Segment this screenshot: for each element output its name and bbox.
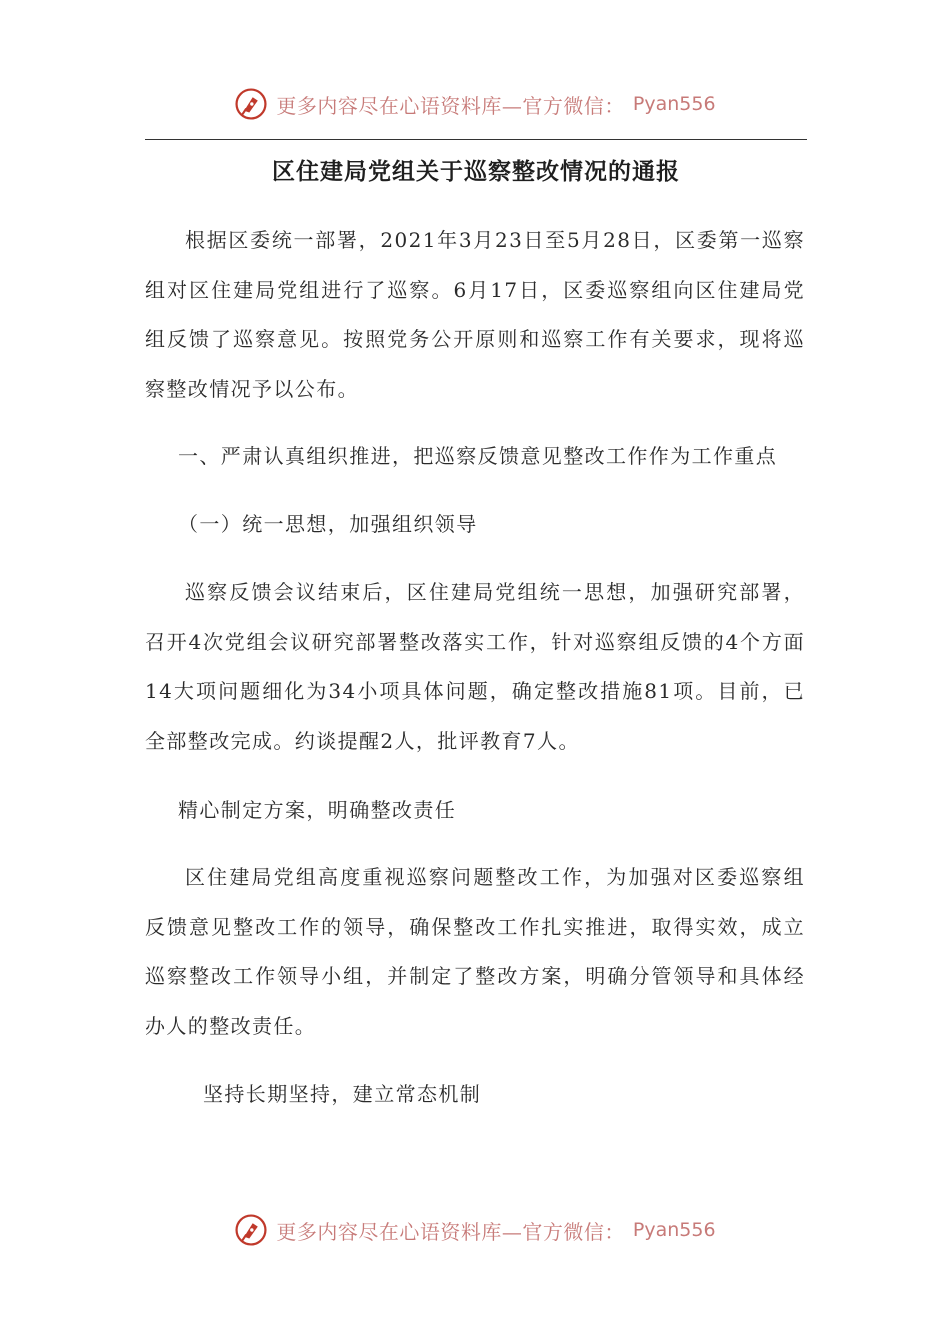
header-divider xyxy=(145,139,807,140)
subsection-2-body: 区住建局党组高度重视巡察问题整改工作，为加强对区委巡察组反馈意见整改工作的领导，确保整改工作扎实推进，取得实效，成立巡察整改工作领导小组，并制定了整改方案，明确分管领导和具体经办人的整改责任。 xyxy=(145,865,805,1038)
header-banner xyxy=(0,82,950,126)
banner-promo-text: 更多内容尽在心语资料库—官方微信： xyxy=(276,1219,625,1244)
subsection-2-heading: 精心制定方案，明确整改责任 xyxy=(178,798,457,822)
pen-nib-logo-icon xyxy=(234,1213,268,1247)
banner-wechat-id: Pyan556 xyxy=(632,93,716,115)
section-1-heading: 一、严肃认真组织推进，把巡察反馈意见整改工作作为工作重点 xyxy=(178,444,778,468)
banner-wechat-id: Pyan556 xyxy=(632,1219,716,1241)
document-title: 区住建局党组关于巡察整改情况的通报 xyxy=(272,159,680,185)
subsection-3-heading: 坚持长期坚持，建立常态机制 xyxy=(203,1082,482,1106)
intro-paragraph: 根据区委统一部署，2021年3月23日至5月28日，区委第一巡察组对区住建局党组进行了巡察。6月17日，区委巡察组向区住建局党组反馈了巡察意见。按照党务公开原则和巡察工作有关要求，现将巡察整改情况予以公布。 xyxy=(145,228,805,401)
subsection-1-body: 巡察反馈会议结束后，区住建局党组统一思想，加强研究部署，召开4次党组会议研究部署整改落实工作，针对巡察组反馈的4个方面14大项问题细化为34小项具体问题，确定整改措施81项。目前，已全部整改完成。约谈提醒2人，批评教育7人。 xyxy=(145,580,805,753)
footer-banner xyxy=(0,1208,950,1252)
subsection-1-heading: （一）统一思想，加强组织领导 xyxy=(178,512,478,536)
banner-promo-text: 更多内容尽在心语资料库—官方微信： xyxy=(276,93,625,118)
pen-nib-logo-icon xyxy=(234,87,268,121)
